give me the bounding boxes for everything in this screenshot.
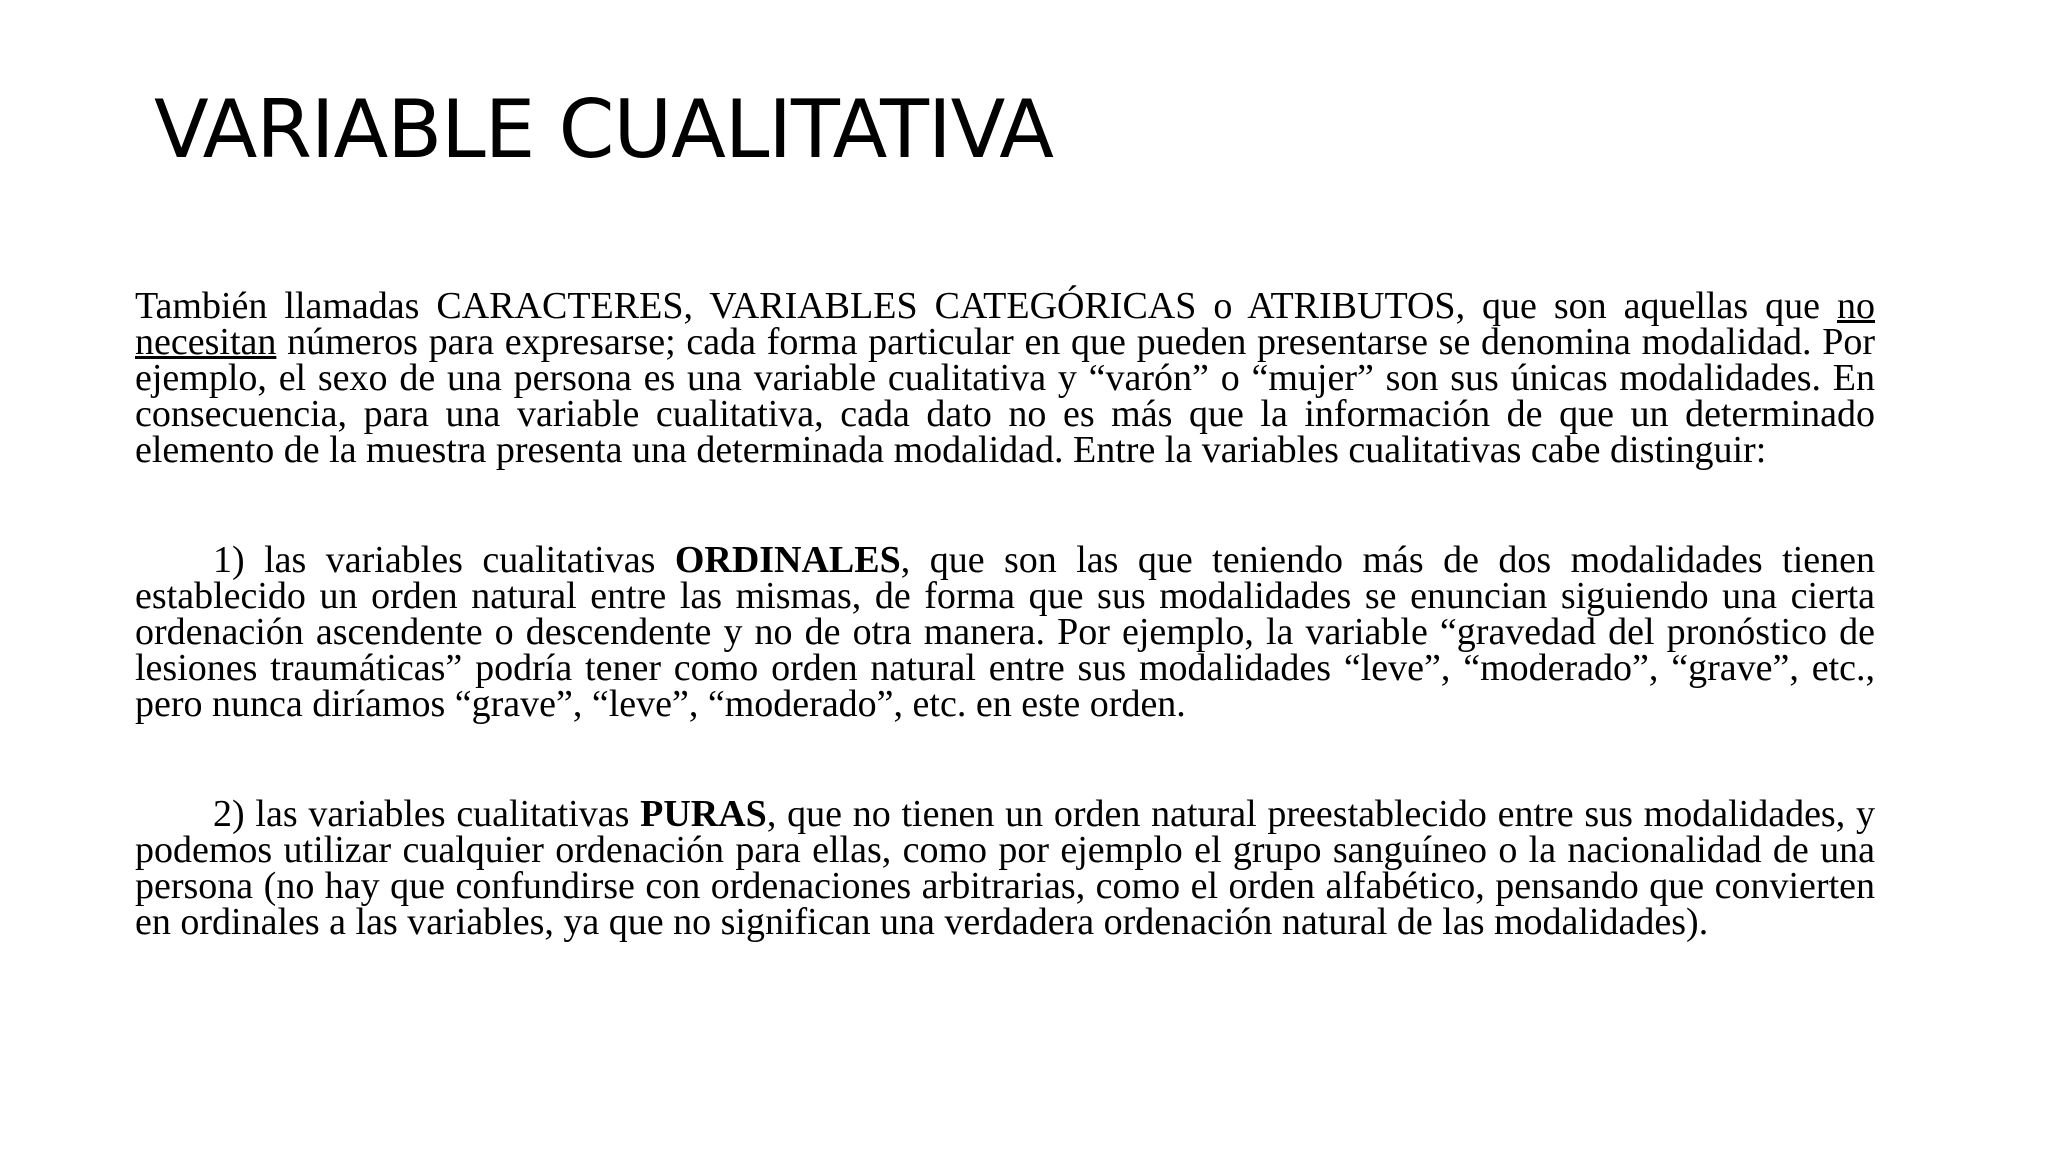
ordinales-lead: 1) las variables cualitativas [213, 539, 675, 581]
intro-rest: números para expresarse; cada forma particular en que pueden presentarse se denomina modalidad. Por ejemplo, el sexo de una persona es una variable cualitativa y “varón” o “mujer” son sus únicas modalidades. En consecuencia, para una variable cualitativa, cada dato no es más que la información de que un determinado elemento de la muestra presenta una determinada modalidad. Entre la variables cualitativas cabe distinguir: [135, 321, 1875, 471]
intro-paragraph [135, 285, 1875, 471]
ordinales-keyword: ORDINALES [674, 539, 901, 581]
puras-lead: 2) las variables cualitativas [213, 793, 641, 835]
puras-paragraph [135, 793, 1875, 943]
intro-lead: También llamadas CARACTERES, VARIABLES CATEGÓRICAS o ATRIBUTOS, que son aquellas que [135, 285, 1837, 327]
ordinales-paragraph [135, 539, 1875, 725]
ordinales-rest: , que son las que teniendo más de dos modalidades tienen establecido un orden natural entre las mismas, de forma que sus modalidades se enuncian siguiendo una cierta ordenación ascendente o descendente y no de otra manera. Por ejemplo, la variable “gravedad del pronóstico de lesiones traumáticas” podría tener como orden natural entre sus modalidades “leve”, “moderado”, “grave”, etc., pero nunca diríamos “grave”, “leve”, “moderado”, etc. en este orden. [135, 539, 1875, 725]
intro-underlined: no necesitan [135, 285, 1875, 363]
slide-body [135, 285, 1875, 943]
puras-keyword: PURAS [640, 793, 767, 835]
slide-title: VARIABLE CUALITATIVA [154, 83, 1053, 176]
puras-rest: , que no tienen un orden natural preestablecido entre sus modalidades, y podemos utilizar cualquier ordenación para ellas, como por ejemplo el grupo sanguíneo o la nacionalidad de una persona (no hay que confundirse con ordenaciones arbitrarias, como el orden alfabético, pensando que convierten en ordinales a las variables, ya que no significan una verdadera ordenación natural de las modalidades). [135, 793, 1875, 943]
